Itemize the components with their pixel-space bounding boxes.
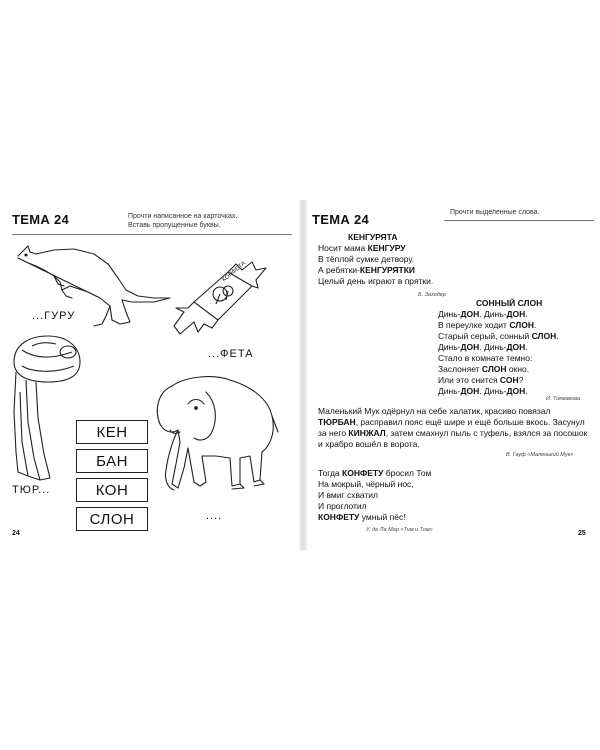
page-number: 24 — [12, 530, 20, 537]
poem-tom — [318, 468, 431, 523]
instruction — [128, 212, 237, 230]
word-card: БАН — [76, 449, 148, 473]
header-rule — [444, 220, 594, 221]
left-page — [0, 200, 300, 550]
poem-line: Динь-ДОН. Динь-ДОН. — [438, 309, 528, 319]
poem-title: СОННЫЙ СЛОН — [476, 298, 543, 308]
poem-line: На мокрый, чёрный нос, — [318, 479, 414, 489]
candy-wrapper-text: КОНФЕТА — [221, 260, 248, 284]
instruction-line: Прочти написанное на карточках. — [128, 213, 238, 220]
poem-author: У. де Ла Мар «Тим и Том» — [366, 527, 433, 533]
poem-title: КЕНГУРЯТА — [348, 232, 398, 242]
poem-lines — [438, 309, 559, 397]
word-card: КЕН — [76, 420, 148, 444]
poem-line: КОНФЕТУ умный пёс! — [318, 512, 406, 522]
candy-picture — [170, 258, 270, 338]
poem-line: И вмиг схватил — [318, 490, 379, 500]
instruction: Прочти выделенные слова. — [450, 209, 540, 216]
turban-label: ТЮР... — [12, 484, 51, 496]
poem-line: Тогда КОНФЕТУ бросил Том — [318, 468, 432, 478]
elephant-label: .... — [206, 510, 223, 522]
page-number: 25 — [578, 530, 586, 537]
story-author: В. Гауф «Маленький Мук» — [506, 452, 574, 458]
poem-line: И проглотил — [318, 501, 367, 511]
turban-picture — [10, 332, 84, 482]
page-title: ТЕМА 24 — [12, 212, 70, 227]
poem-line: А ребятки-КЕНГУРЯТКИ — [318, 265, 416, 275]
poem-line: В переулке ходит СЛОН. — [438, 320, 537, 330]
poem-line: Или это снится СОН? — [438, 375, 524, 385]
header-rule — [12, 234, 292, 235]
word-card: КОН — [76, 478, 148, 502]
poem-line: Заслоняет СЛОН окно. — [438, 364, 530, 374]
poem-line: В тёплой сумке детвору. — [318, 254, 415, 264]
word-card: СЛОН — [76, 507, 148, 531]
poem-sleepy-elephant — [438, 298, 559, 397]
poem-line: Целый день играют в прятки. — [318, 276, 434, 286]
poem-line: Динь-ДОН. Динь-ДОН. — [438, 342, 528, 352]
poem-kangaroos — [318, 232, 433, 287]
story-excerpt: Маленький Мук одёрнул на себе халатик, красиво повязал ТЮРБАН, расправил пояс ещё шире и ещё больше вкось. Засунул за него КИНЖАЛ, затем смахнул пыль с туфель, взялся за посошок и храбро вошёл в ворота. — [318, 406, 588, 449]
word-cards — [76, 420, 148, 536]
poem-line: Старый серый, сонный СЛОН. — [438, 331, 559, 341]
book-spread — [0, 200, 600, 550]
poem-line: Носит мама КЕНГУРУ — [318, 243, 406, 253]
poem-author: И. Токмакова — [546, 396, 581, 402]
right-page — [306, 200, 600, 550]
page-title: ТЕМА 24 — [312, 212, 370, 227]
poem-author: Б. Заходер — [418, 292, 446, 298]
candy-label: ...ФЕТА — [208, 348, 254, 360]
instruction-line: Вставь пропущенные буквы. — [128, 222, 221, 229]
poem-line: Динь-ДОН. Динь-ДОН. — [438, 386, 528, 396]
kangaroo-label: ...ГУРУ — [32, 310, 76, 322]
elephant-picture — [150, 372, 280, 500]
poem-line: Стало в комнате темно: — [438, 353, 533, 363]
